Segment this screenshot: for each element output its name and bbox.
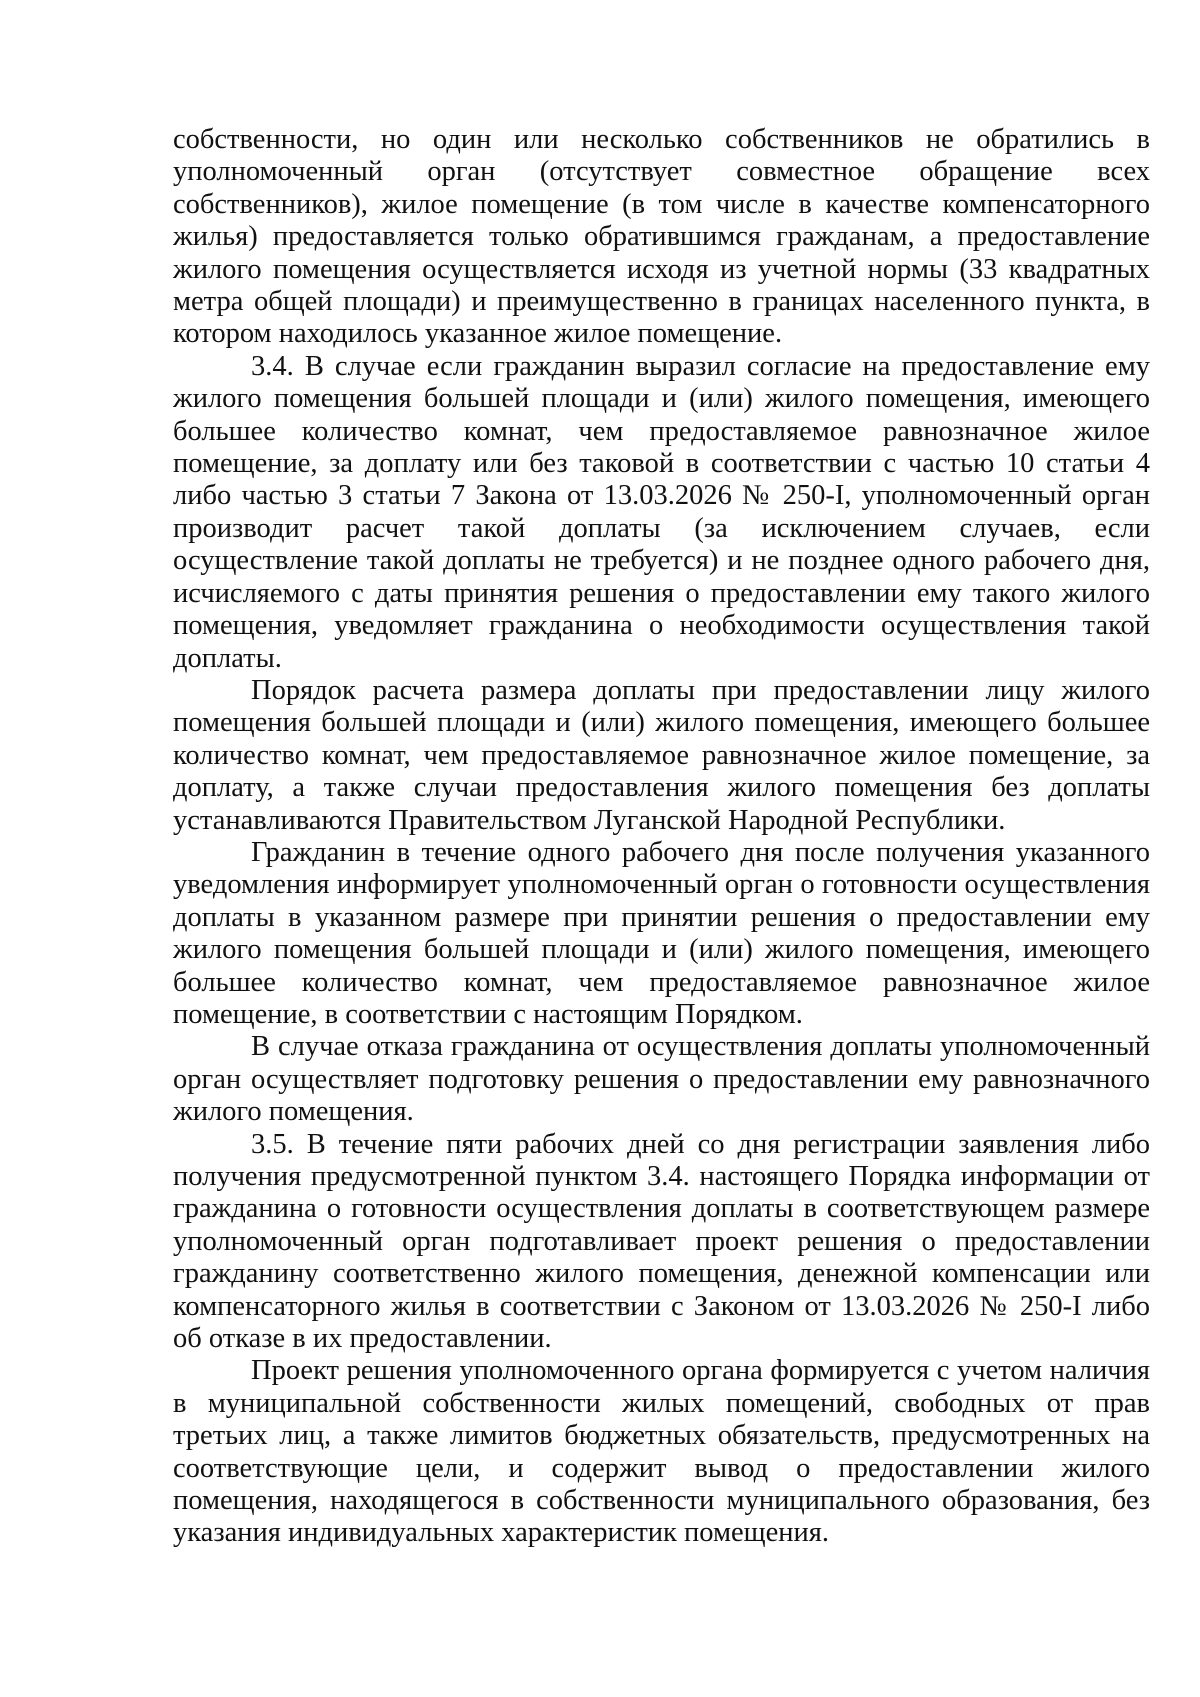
paragraph-payment-order: Порядок расчета размера доплаты при предоставлении лицу жилого помещения большей площади и (или) жилого помещения, имеющего большее количество комнат, чем предоставляемое равнозначное жилое помещение, за доплату, а также случаи предоставления жилого помещения без доплаты устанавливаются Правительством Луганской Народной Республики.	[173, 674, 1150, 836]
paragraph-3-4: 3.4. В случае если гражданин выразил согласие на предоставление ему жилого помещения большей площади и (или) жилого помещения, имеющего большее количество комнат, чем предоставляемое равнозначное жилое помещение, за доплату или без таковой в соответствии с частью 10 статьи 4 либо частью 3 статьи 7 Закона от 13.03.2026 № 250-I, уполномоченный орган производит расчет такой доплаты (за исключением случаев, если осуществление такой доплаты не требуется) и не позднее одного рабочего дня, исчисляемого с даты принятия решения о предоставлении ему такого жилого помещения, уведомляет гражданина о необходимости осуществления такой доплаты.	[173, 350, 1150, 674]
document-page	[173, 124, 1150, 1550]
paragraph-continuation: собственности, но один или несколько собственников не обратились в уполномоченный орган (отсутствует совместное обращение всех собственников), жилое помещение (в том числе в качестве компенсаторного жилья) предоставляется только обратившимся гражданам, а предоставление жилого помещения осуществляется исходя из учетной нормы (33 квадратных метра общей площади) и преимущественно в границах населенного пункта, в котором находилось указанное жилое помещение.	[173, 124, 1150, 350]
paragraph-3-5: 3.5. В течение пяти рабочих дней со дня регистрации заявления либо получения предусмотренной пунктом 3.4. настоящего Порядка информации от гражданина о готовности осуществления доплаты в соответствующем размере уполномоченный орган подготавливает проект решения о предоставлении гражданину соответственно жилого помещения, денежной компенсации или компенсаторного жилья в соответствии с Законом от 13.03.2026 № 250-I либо об отказе в их предоставлении.	[173, 1128, 1150, 1355]
paragraph-citizen-notice: Гражданин в течение одного рабочего дня после получения указанного уведомления информирует уполномоченный орган о готовности осуществления доплаты в указанном размере при принятии решения о предоставлении ему жилого помещения большей площади и (или) жилого помещения, имеющего большее количество комнат, чем предоставляемое равнозначное жилое помещение, в соответствии с настоящим Порядком.	[173, 836, 1150, 1030]
paragraph-refusal: В случае отказа гражданина от осуществления доплаты уполномоченный орган осуществляет подготовку решения о предоставлении ему равнозначного жилого помещения.	[173, 1031, 1150, 1128]
paragraph-draft-decision: Проект решения уполномоченного органа формируется с учетом наличия в муниципальной собственности жилых помещений, свободных от прав третьих лиц, а также лимитов бюджетных обязательств, предусмотренных на соответствующие цели, и содержит вывод о предоставлении жилого помещения, находящегося в собственности муниципального образования, без указания индивидуальных характеристик помещения.	[173, 1355, 1150, 1549]
